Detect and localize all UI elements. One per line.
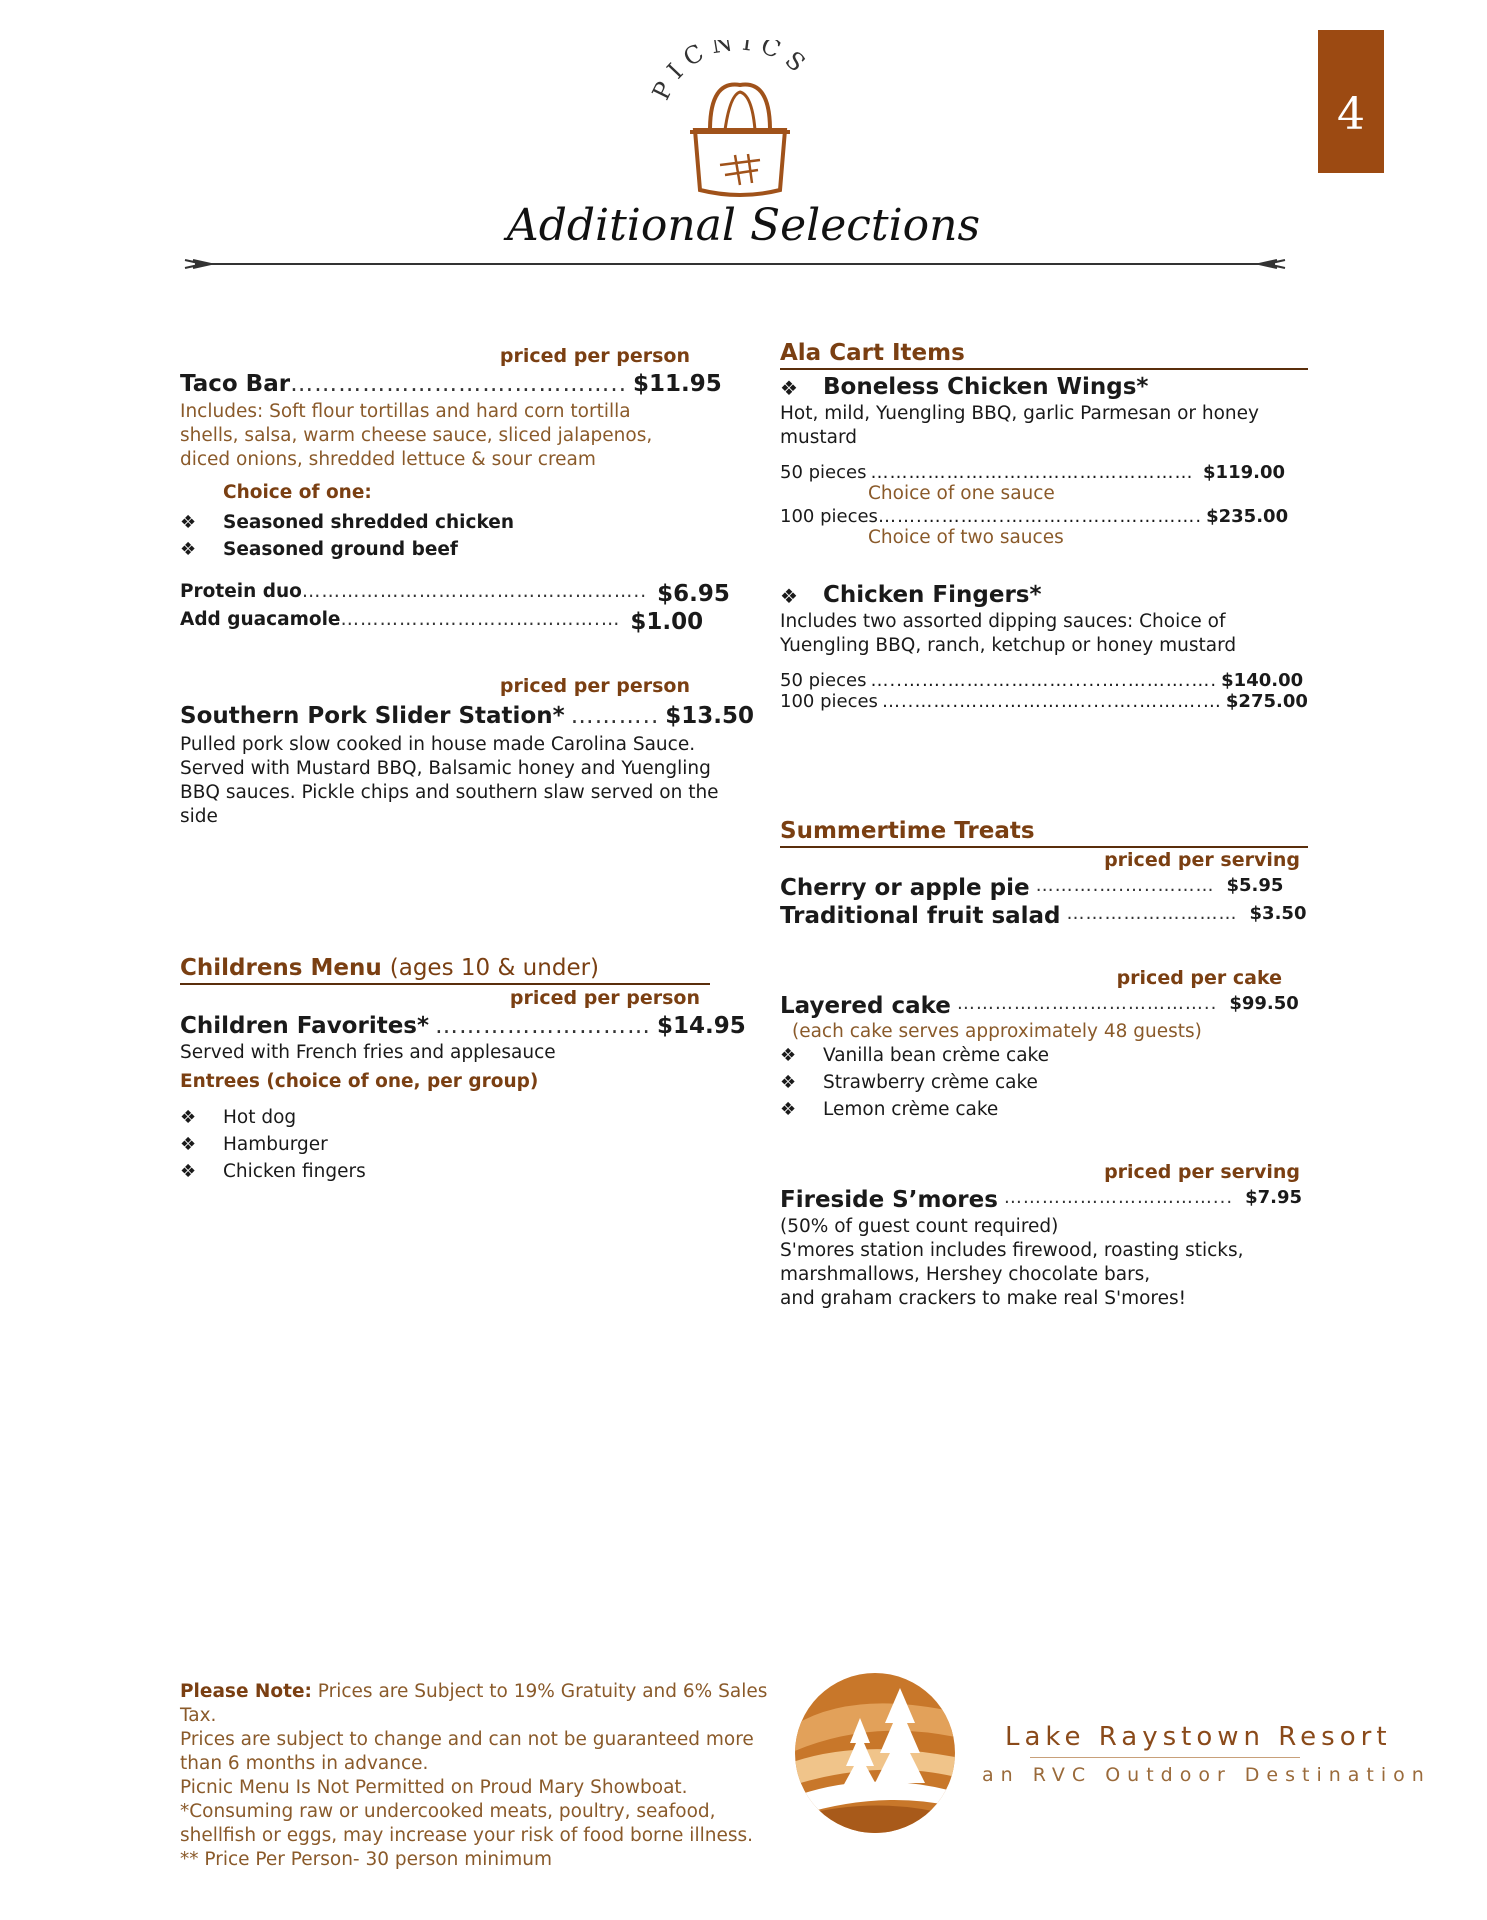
list-item <box>180 1104 710 1131</box>
childrens-menu-section <box>180 955 746 1185</box>
quantity-option <box>780 506 1289 527</box>
wings-item <box>780 374 1308 548</box>
addon-dots: …………………………………………….. <box>301 581 648 602</box>
list-item <box>180 1131 710 1158</box>
diamond-bullet-icon: ❖ <box>180 1134 197 1155</box>
option-note: Choice of one sauce <box>868 483 1055 504</box>
item-dots: ……………………… <box>435 1013 652 1039</box>
option-dots: …………………………………………… <box>870 462 1194 483</box>
ala-cart-section <box>780 340 1308 712</box>
summertime-treats-section <box>780 818 1308 1311</box>
item-dots: ……………………………... <box>1003 1187 1234 1208</box>
entrees-list <box>180 1104 710 1185</box>
addon-dots: ………………………………….… <box>340 609 621 630</box>
option-label: 100 pieces <box>780 506 878 527</box>
item-name: Boneless Chicken Wings* <box>823 374 1149 400</box>
cake-note: (each cake serves approximately 48 guests) <box>792 1021 1202 1042</box>
item-description: Includes: Soft flour tortillas and hard corn tortilla shells, salsa, warm cheese sauce, sliced jalapenos, diced onions, shredded lettuce & sour cream <box>180 401 653 470</box>
addon-line <box>180 609 704 635</box>
list-item <box>780 1069 1308 1096</box>
entrees-label: Entrees (choice of one, per group) <box>180 1071 539 1092</box>
note-line: *Consuming raw or undercooked meats, poultry, seafood, <box>180 1801 716 1822</box>
resort-logo <box>790 1668 960 1838</box>
list-item <box>780 1096 1308 1123</box>
priced-label: priced per serving <box>1104 1161 1300 1183</box>
entree-text: Hot dog <box>223 1107 297 1128</box>
option-label: 50 pieces <box>780 462 867 483</box>
item-name: Cherry or apple pie <box>780 875 1030 901</box>
cake-flavor-list <box>780 1042 1308 1123</box>
choice-text: Seasoned shredded chicken <box>223 512 515 533</box>
treat-line <box>780 875 1284 901</box>
option-label: 50 pieces <box>780 670 867 691</box>
item-description: Served with French fries and applesauce <box>180 1042 556 1063</box>
item-price: $5.95 <box>1226 875 1284 896</box>
option-price: $235.00 <box>1206 506 1289 527</box>
flavor-text: Vanilla bean crème cake <box>823 1045 1049 1066</box>
addon-line <box>180 581 730 607</box>
option-dots: …..…….…….………….....….……….…. <box>870 670 1218 691</box>
item-name: Fireside S’mores <box>780 1187 998 1213</box>
entree-text: Chicken fingers <box>223 1161 366 1182</box>
diamond-bullet-icon: ❖ <box>780 1045 797 1066</box>
item-price: $3.50 <box>1249 903 1307 924</box>
page-number: 4 <box>1337 89 1365 140</box>
footer-note <box>180 1680 800 1872</box>
taco-bar-line <box>180 371 722 397</box>
item-name: Layered cake <box>780 993 951 1019</box>
item-heading <box>780 374 1308 400</box>
smores-description-line: and graham crackers to make real S'mores! <box>780 1288 1187 1309</box>
item-description: Hot, mild, Yuengling BBQ, garlic Parmesan or honey mustard <box>780 403 1259 448</box>
diamond-bullet-icon: ❖ <box>180 512 197 533</box>
slider-station-section <box>180 675 755 829</box>
option-price: $275.00 <box>1225 691 1308 712</box>
heading-text: Childrens Menu <box>180 955 382 981</box>
option-dots: …….………….…………………………. <box>877 506 1203 527</box>
option-price: $140.00 <box>1221 670 1304 691</box>
section-heading: Summertime Treats <box>780 818 1308 848</box>
section-heading: Ala Cart Items <box>780 340 1308 370</box>
item-heading <box>780 582 1308 608</box>
list-item <box>180 509 700 536</box>
smores-description-line: marshmallows, Hershey chocolate bars, <box>780 1264 1151 1285</box>
flavor-text: Strawberry crème cake <box>823 1072 1038 1093</box>
section-heading <box>180 955 710 985</box>
choice-label: Choice of one: <box>223 482 372 503</box>
addon-name: Add guacamole <box>180 609 341 630</box>
item-name: Traditional fruit salad <box>780 903 1061 929</box>
item-description: Includes two assorted dipping sauces: Choice of Yuengling BBQ, ranch, ketchup or honey mustard <box>780 611 1237 656</box>
children-favorites-line <box>180 1013 746 1039</box>
item-dots: ………………………………….. <box>956 993 1218 1014</box>
diamond-bullet-icon: ❖ <box>180 1107 197 1128</box>
item-dots: ……………………… <box>1066 903 1238 924</box>
item-price: $7.95 <box>1245 1187 1302 1208</box>
page-title: Additional Selections <box>506 200 981 251</box>
addon-price: $1.00 <box>630 609 704 635</box>
diamond-bullet-icon: ❖ <box>180 1161 197 1182</box>
note-text: Prices are Subject to 19% Gratuity and 6% Sales Tax. <box>180 1681 768 1726</box>
quantity-option <box>780 670 1304 691</box>
treat-line <box>780 903 1307 929</box>
item-name: Chicken Fingers* <box>823 582 1042 608</box>
priced-label: priced per person <box>509 987 700 1009</box>
note-label: Please Note: <box>180 1681 312 1702</box>
quantity-option <box>780 691 1308 712</box>
picnic-basket-icon <box>640 40 840 210</box>
slider-station-line <box>180 703 755 729</box>
addon-price: $6.95 <box>657 581 730 607</box>
choice-list <box>180 509 700 563</box>
resort-name: Lake Raystown Resort <box>1005 1722 1392 1752</box>
heading-note: (ages 10 & under) <box>389 955 600 981</box>
item-name: Taco Bar <box>180 371 291 397</box>
logo-text: PICNICS <box>646 40 817 105</box>
priced-label: priced per serving <box>1104 849 1300 871</box>
entree-text: Hamburger <box>223 1134 328 1155</box>
quantity-option <box>780 462 1285 483</box>
item-description: Pulled pork slow cooked in house made Carolina Sauce. Served with Mustard BBQ, Balsamic honey and Yuengling BBQ sauces. Pickle chips and southern slaw served on the side <box>180 734 719 827</box>
item-price: $11.95 <box>633 371 722 397</box>
resort-tagline: an RVC Outdoor Destination <box>982 1764 1431 1786</box>
item-dots: ……….. <box>570 703 660 729</box>
diamond-bullet-icon: ❖ <box>180 539 197 560</box>
choice-text: Seasoned ground beef <box>223 539 458 560</box>
diamond-bullet-icon: ❖ <box>780 1099 797 1120</box>
resort-trees-icon <box>790 1668 960 1838</box>
item-price: $13.50 <box>665 703 755 729</box>
priced-label: priced per person <box>499 345 690 367</box>
item-price: $14.95 <box>657 1013 746 1039</box>
resort-divider <box>1030 1757 1300 1758</box>
item-name: Southern Pork Slider Station* <box>180 703 565 729</box>
item-name: Children Favorites* <box>180 1013 430 1039</box>
note-line: Picnic Menu Is Not Permitted on Proud Mary Showboat. <box>180 1777 688 1798</box>
left-column <box>180 345 755 829</box>
list-item <box>180 536 700 563</box>
cake-line <box>780 993 1299 1019</box>
title-divider <box>185 254 1285 274</box>
option-note: Choice of two sauces <box>868 527 1064 548</box>
diamond-bullet-icon: ❖ <box>780 376 798 400</box>
addon-name: Protein duo <box>180 581 302 602</box>
list-item <box>780 1042 1308 1069</box>
item-dots: ……….….…..……… <box>1035 875 1215 896</box>
flavor-text: Lemon crème cake <box>823 1099 999 1120</box>
item-price: $99.50 <box>1229 993 1299 1014</box>
note-line: ** Price Per Person- 30 person minimum <box>180 1849 552 1870</box>
smores-requirement: (50% of guest count required) <box>780 1216 1059 1237</box>
taco-bar-section <box>180 345 730 635</box>
diamond-bullet-icon: ❖ <box>780 584 798 608</box>
note-first-line <box>180 1680 800 1728</box>
priced-label: priced per person <box>499 675 690 697</box>
priced-label: priced per cake <box>1116 967 1282 989</box>
smores-line <box>780 1187 1302 1213</box>
list-item <box>180 1158 710 1185</box>
picnics-logo <box>640 40 840 210</box>
diamond-bullet-icon: ❖ <box>780 1072 797 1093</box>
page-number-tab <box>1318 30 1384 173</box>
option-label: 100 pieces <box>780 691 878 712</box>
note-line: Prices are subject to change and can not be guaranteed more <box>180 1729 754 1750</box>
option-dots: …..…….…….………….....….……….… <box>881 691 1222 712</box>
option-price: $119.00 <box>1203 462 1285 483</box>
fingers-item <box>780 582 1308 712</box>
smores-description-line: S'mores station includes firewood, roasting sticks, <box>780 1240 1244 1261</box>
note-line: than 6 months in advance. <box>180 1753 429 1774</box>
note-line: shellfish or eggs, may increase your risk of food borne illness. <box>180 1825 753 1846</box>
item-dots: ……………………….………….. <box>290 371 628 397</box>
